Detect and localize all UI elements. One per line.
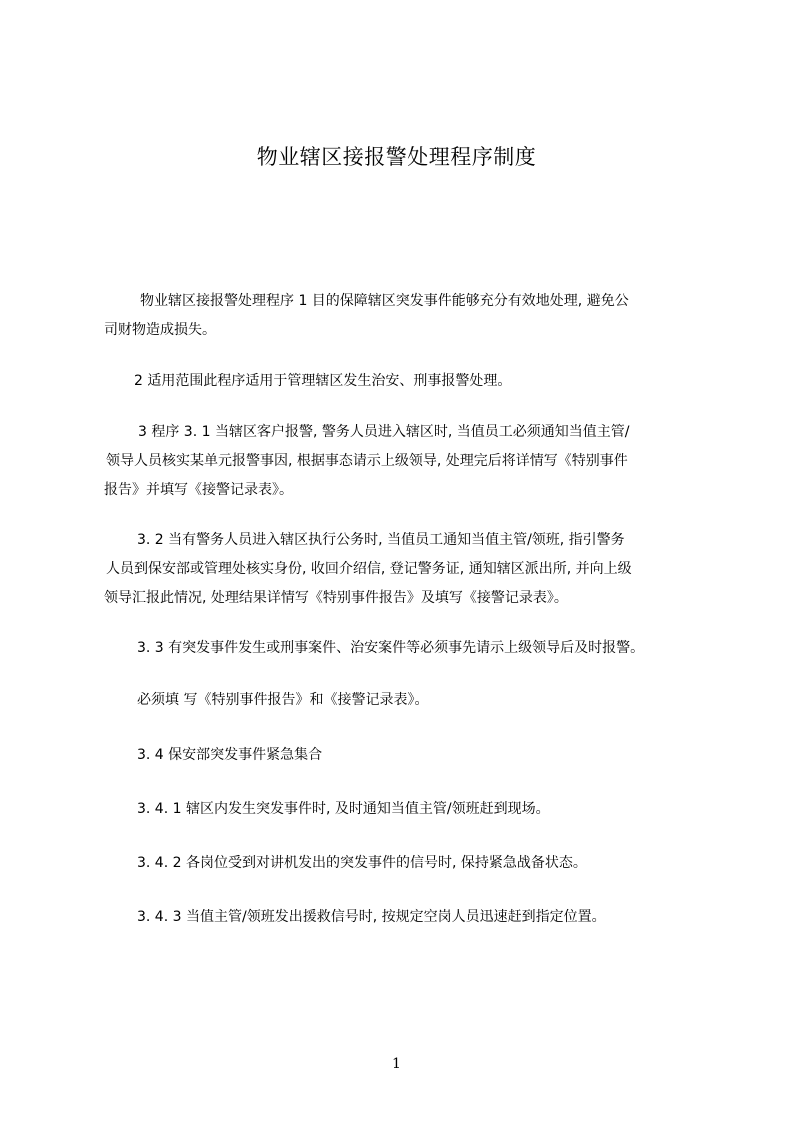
paragraph-line: 3 程序 3. 1 当辖区客户报警, 警务人员进入辖区时, 当值员工必须通知当值主管/ [138,424,630,440]
paragraph-line: 报告》并填写《接警记录表》。 [104,482,293,498]
page-number: 1 [392,1056,401,1072]
paragraph-line: 3. 4. 2 各岗位受到对讲机发出的突发事件的信号时, 保持紧急战备状态。 [137,855,587,871]
document-title: 物业辖区接报警处理程序制度 [256,145,537,169]
paragraph-procedure-3-4-3 [104,903,714,932]
paragraph-purpose [104,287,714,345]
paragraph-procedure-3-4 [104,741,714,770]
paragraph-procedure-3-2 [104,526,714,613]
paragraph-line: 3. 2 当有警务人员进入辖区执行公务时, 当值员工通知当值主管/领班, 指引警务 [137,532,625,548]
paragraph-line: 3. 4. 3 当值主管/领班发出援救信号时, 按规定空岗人员迅速赶到指定位置。 [137,909,606,925]
paragraph-line: 领导人员核实某单元报警事因, 根据事态请示上级领导, 处理完后将详情写《特别事件 [106,453,628,469]
paragraph-line: 人员到保安部或管理处核实身份, 收回介绍信, 登记警务证, 通知辖区派出所, 并向上级 [106,561,632,577]
paragraph-line: 3. 3 有突发事件发生或刑事案件、治安案件等必须事先请示上级领导后及时报警。 [137,640,645,656]
paragraph-line: 司财物造成损失。 [104,322,216,338]
paragraph-procedure-3-4-2 [104,849,714,878]
paragraph-line: 领导汇报此情况, 处理结果详情写《特别事件报告》及填写《接警记录表》。 [104,590,568,606]
paragraph-scope [104,367,714,396]
paragraph-procedure-3-4-1 [104,795,714,824]
paragraph-line: 物业辖区接报警处理程序 1 目的保障辖区突发事件能够充分有效地处理, 避免公 [140,293,629,309]
paragraph-line: 必须填 写《特别事件报告》和《接警记录表》。 [137,692,429,708]
paragraph-line: 3. 4. 1 辖区内发生突发事件时, 及时通知当值主管/领班赶到现场。 [137,801,550,817]
paragraph-required-forms [104,686,714,715]
paragraph-line: 3. 4 保安部突发事件紧急集合 [137,747,323,763]
paragraph-line: 2 适用范围此程序适用于管理辖区发生治安、刑事报警处理。 [134,373,512,389]
paragraph-procedure-3-1 [104,418,714,505]
paragraph-procedure-3-3 [104,634,714,663]
